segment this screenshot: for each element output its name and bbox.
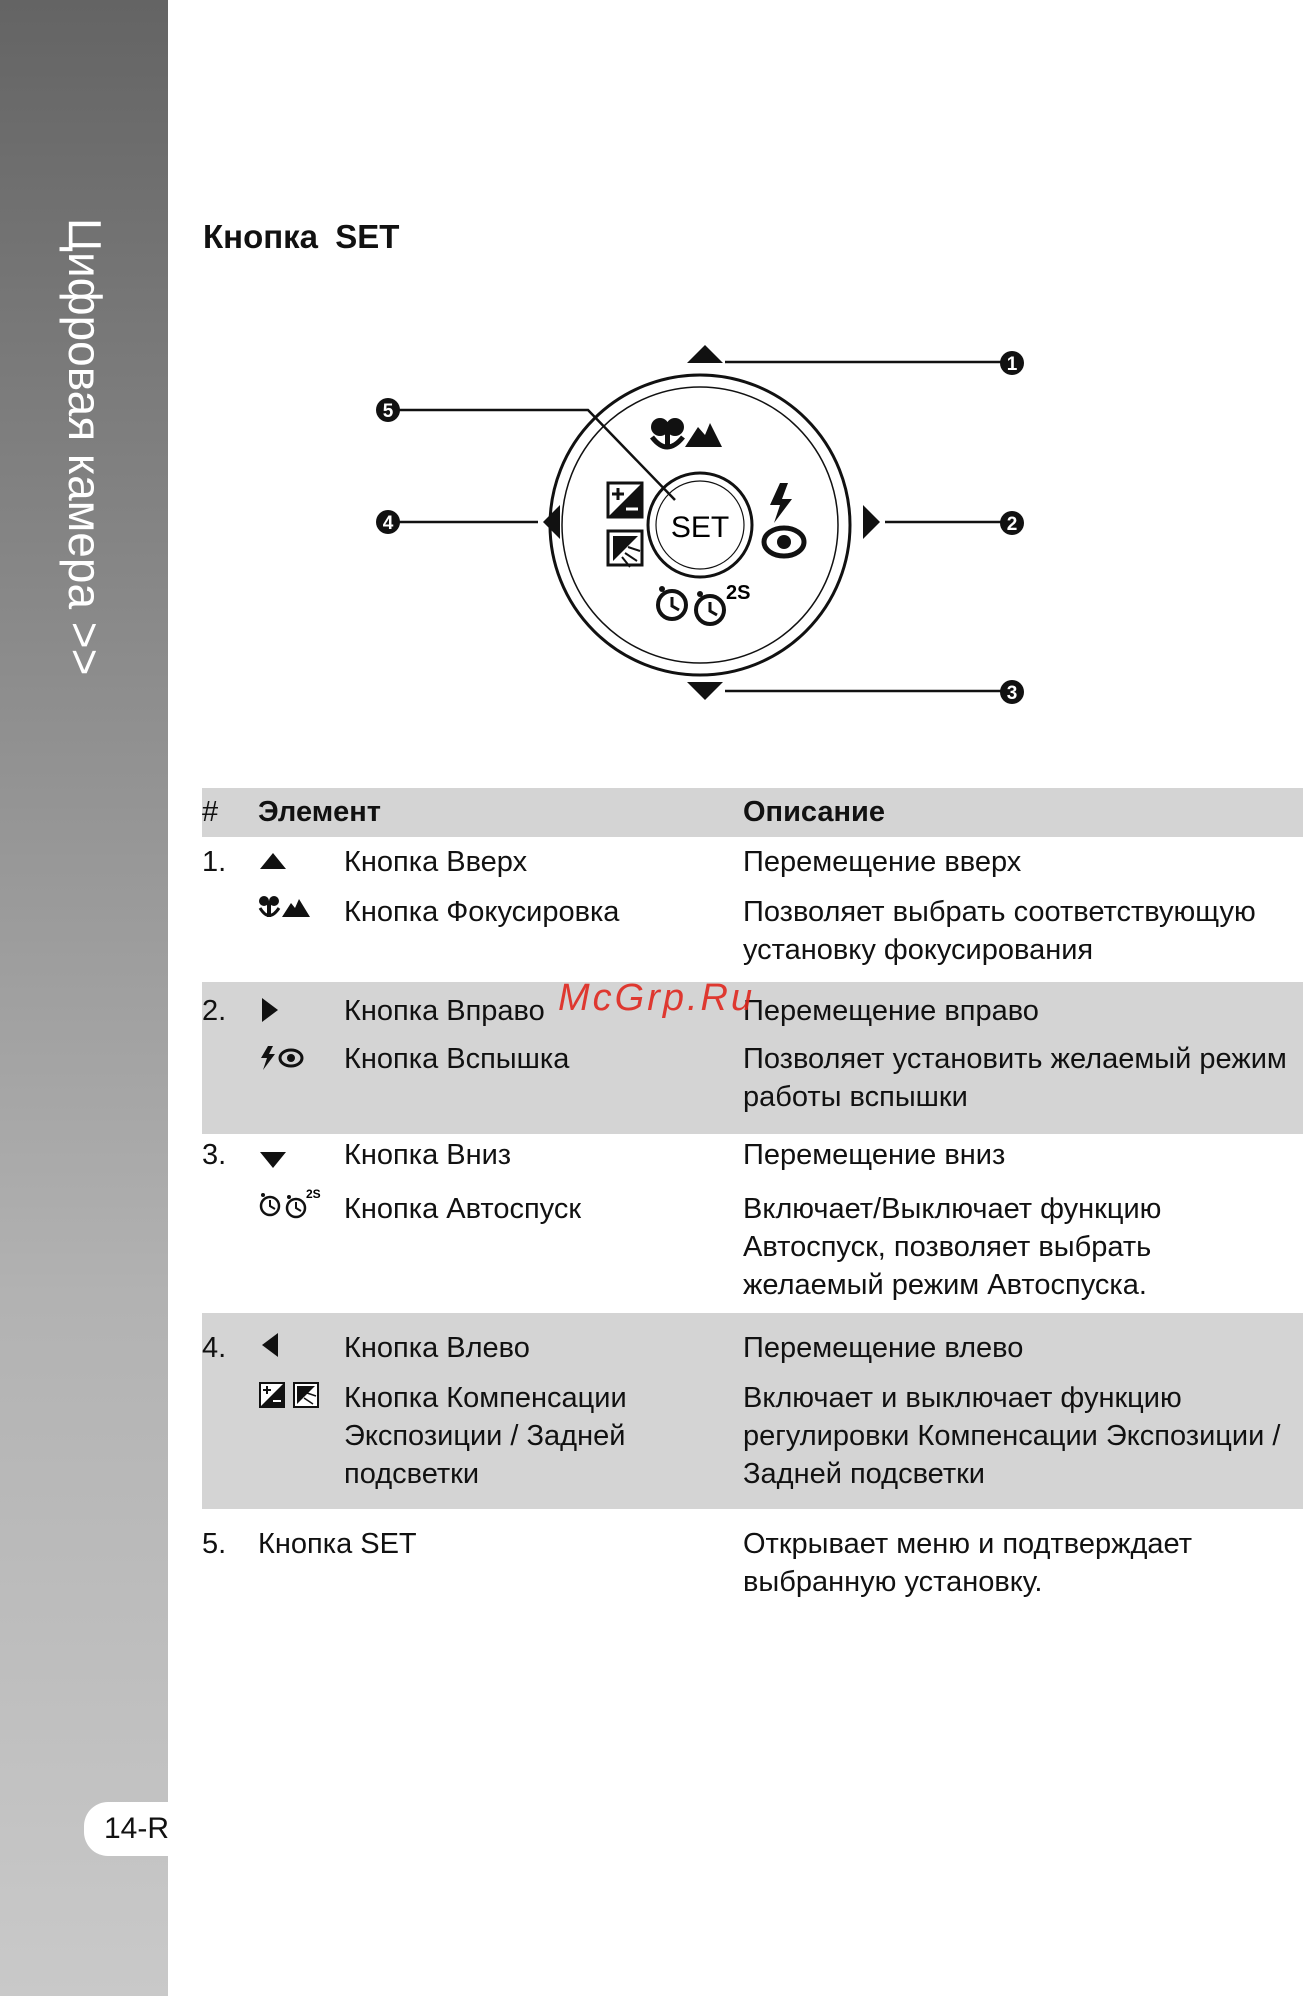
row-num: 1. (202, 846, 227, 878)
chapter-title: Цифровая камера >> (59, 218, 111, 676)
row-description: Открывает меню и подтверждает выбранную установку. (743, 1528, 1192, 1598)
exposure-backlight-icon (258, 1381, 318, 1409)
callout-4 (376, 510, 400, 534)
row-description: Перемещение вправо (743, 995, 1039, 1027)
svg-text:5: 5 (382, 401, 394, 422)
row-element: Кнопка Вправо (344, 995, 545, 1027)
svg-text:2S: 2S (306, 1187, 321, 1201)
selftimer-2s-label: 2S (726, 582, 751, 604)
row-description: Включает/Выключает функцию Автоспуск, позволяет выбрать желаемый режим Автоспуска. (743, 1193, 1162, 1301)
row-description: Перемещение вниз (743, 1139, 1006, 1171)
row-element: Кнопка Вверх (344, 846, 528, 878)
svg-text:1: 1 (1006, 354, 1018, 375)
side-band (0, 0, 168, 1996)
row-description: Перемещение вверх (743, 846, 1022, 878)
macro-mountain-icon (258, 895, 318, 921)
row-element: Кнопка Влево (344, 1332, 530, 1364)
header-description: Описание (743, 796, 885, 828)
self-timer-icon (258, 1186, 328, 1220)
watermark: McGrp.Ru (558, 977, 756, 1019)
up-arrow-icon (687, 345, 723, 363)
red-eye-icon (764, 528, 804, 556)
table-row (202, 1313, 1303, 1509)
mountain-icon (685, 423, 722, 447)
page-number: 14-R (84, 1802, 184, 1856)
right-arrow-icon (863, 505, 880, 539)
header-element: Элемент (258, 796, 381, 828)
flash-redeye-icon (258, 1044, 318, 1072)
svg-text:3: 3 (1006, 683, 1018, 704)
svg-text:4: 4 (382, 513, 394, 534)
set-button-diagram (360, 335, 1080, 715)
right-arrow-icon (258, 996, 318, 1024)
row-num: 3. (202, 1139, 227, 1171)
flash-icon (770, 483, 792, 523)
down-arrow-icon (687, 682, 723, 700)
row-description: Перемещение влево (743, 1332, 1024, 1364)
table-row (202, 1134, 1303, 1313)
self-timer-2s-icon (696, 582, 750, 624)
self-timer-icon (658, 586, 686, 619)
backlight-icon (608, 531, 642, 567)
table-row (202, 837, 1303, 982)
page-title: Кнопка SET (203, 218, 400, 255)
row-element: Кнопка Автоспуск (344, 1193, 582, 1225)
table-row (202, 1509, 1303, 1609)
macro-icon (651, 418, 684, 449)
header-num: # (202, 796, 219, 828)
table-header (202, 788, 1303, 837)
left-arrow-icon (258, 1331, 318, 1359)
row-num: 4. (202, 1332, 227, 1364)
callout-2 (1000, 511, 1024, 535)
callout-1 (1000, 351, 1024, 375)
set-label: SET (670, 511, 730, 544)
row-element: Кнопка Фокусировка (344, 896, 620, 928)
row-element: Кнопка SET (258, 1528, 417, 1560)
row-element: Кнопка Вниз (344, 1139, 512, 1171)
row-element: Кнопка Компенсации Экспозиции / Задней подсветки (344, 1382, 627, 1490)
row-element: Кнопка Вспышка (344, 1043, 570, 1075)
row-num: 2. (202, 995, 227, 1027)
callout-5 (376, 398, 400, 422)
down-arrow-icon (258, 1148, 318, 1172)
row-description: Позволяет выбрать соответствующую установку фокусирования (743, 896, 1256, 966)
row-num: 5. (202, 1528, 227, 1560)
row-description: Включает и выключает функцию регулировки Компенсации Экспозиции / Задней подсветки (743, 1382, 1281, 1490)
up-arrow-icon (258, 849, 318, 873)
row-description: Позволяет установить желаемый режим работы вспышки (743, 1043, 1287, 1113)
exposure-icon (608, 483, 642, 517)
callout-3 (1000, 680, 1024, 704)
svg-text:2: 2 (1006, 514, 1018, 535)
buttons-table (202, 788, 1303, 1609)
